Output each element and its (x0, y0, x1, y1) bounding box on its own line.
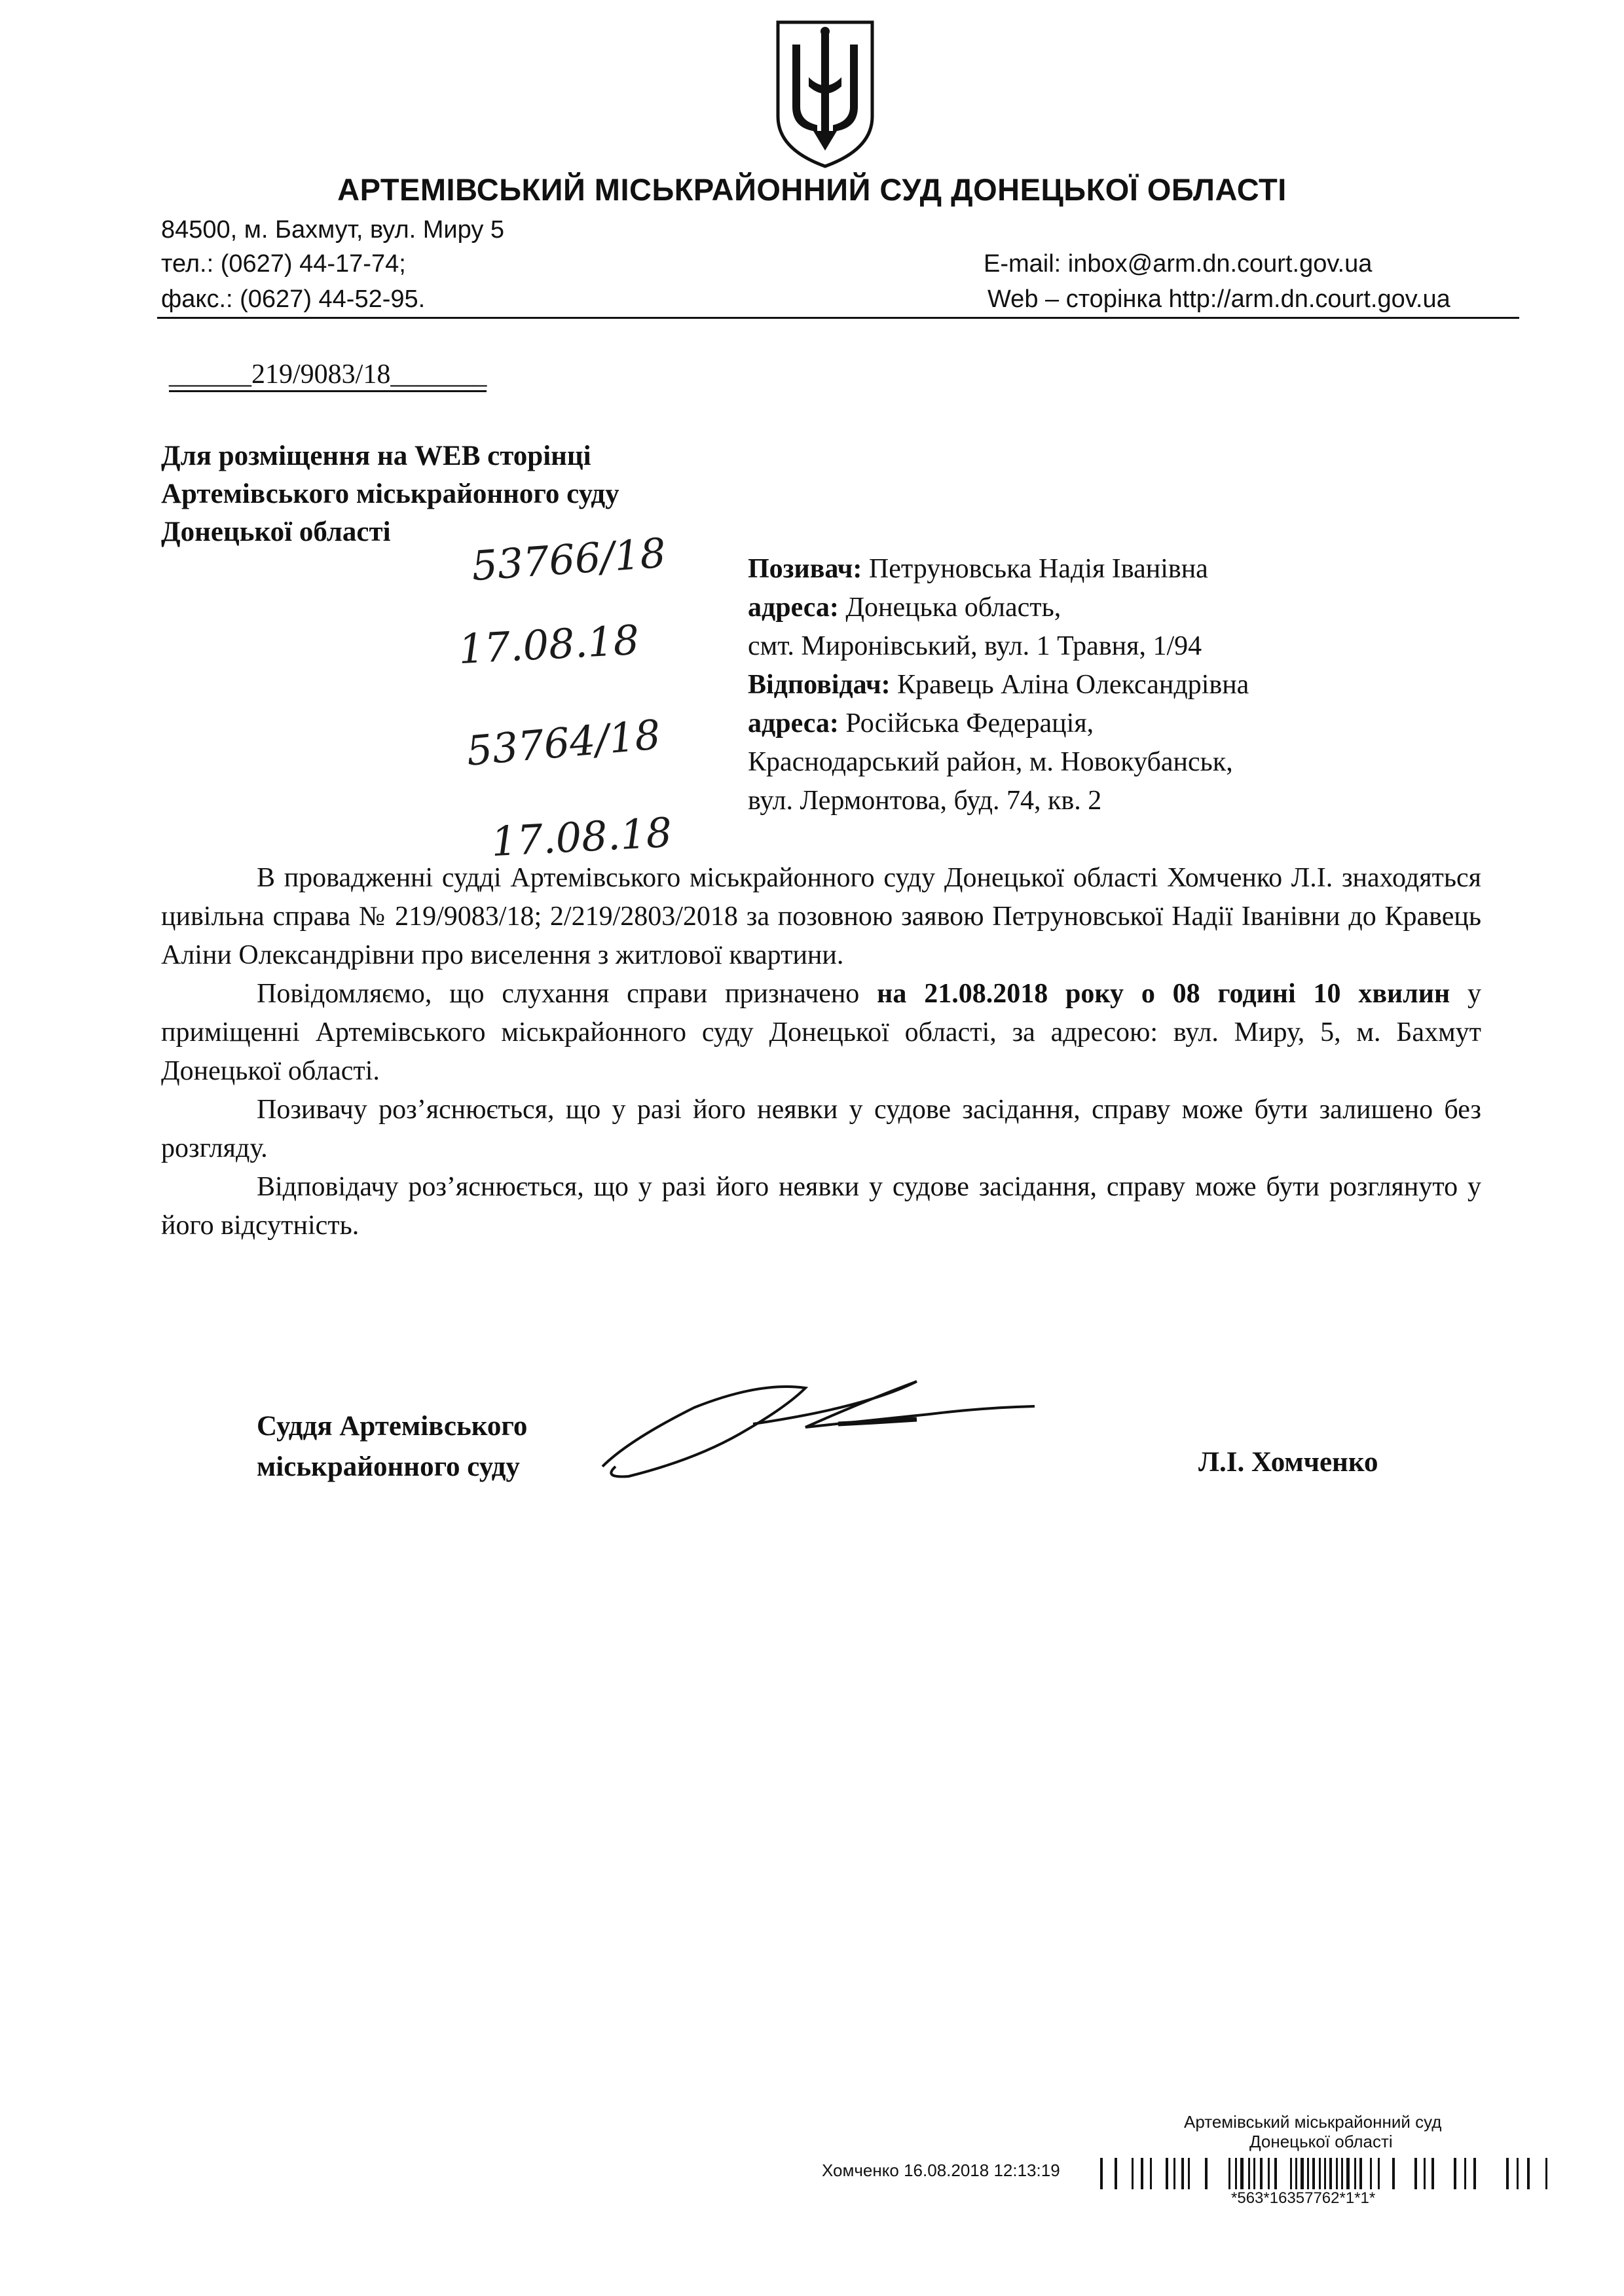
judge-title (257, 1406, 527, 1487)
case-number-line (169, 359, 487, 392)
parties-block (748, 550, 1249, 820)
case-number-lead: ______ (169, 359, 251, 392)
stamp-court-line1: Артемівський міськрайонний суд (1184, 2112, 1442, 2132)
defendant-name: Кравець Аліна Олександрівна (890, 670, 1249, 700)
plaintiff-address-line1 (748, 589, 1249, 627)
hearing-datetime: на 21.08.2018 року о 08 годині 10 хвилин (877, 979, 1450, 1009)
hearing-intro: Повідомляємо, що слухання справи призначено (257, 979, 877, 1009)
handwritten-note-1: 53766/18 (470, 528, 668, 591)
court-name-heading: АРТЕМІВСЬКИЙ МІСЬКРАЙОННИЙ СУД ДОНЕЦЬКОЇ ОБЛАСТІ (337, 172, 1287, 207)
defendant-line (748, 666, 1249, 704)
judge-title-line2: міськрайонного суду (257, 1451, 520, 1482)
handwritten-note-3: 53764/18 (464, 710, 663, 775)
court-website: Web – сторінка http://arm.dn.court.gov.ua (987, 285, 1450, 313)
web-placement-note (161, 437, 619, 551)
stamp-printed-by: Хомченко 16.08.2018 12:13:19 (822, 2160, 1060, 2180)
court-email: E-mail: inbox@arm.dn.court.gov.ua (984, 250, 1373, 278)
court-fax: факс.: (0627) 44-52-95. (161, 285, 426, 313)
defendant-address-1: Російська Федерація, (838, 708, 1094, 738)
defendant-address-3: вул. Лермонтова, буд. 74, кв. 2 (748, 786, 1102, 816)
plaintiff-line (748, 550, 1249, 589)
body-paragraph-4: Відповідачу роз’яснюється, що у разі його неявки у судове засідання, справу може бути розглянуто у його відсутність. (161, 1172, 1481, 1241)
body-paragraph-3: Позивачу роз’яснюється, що у разі його неявки у судове засідання, справу може бути залишено без розгляду. (161, 1095, 1481, 1163)
defendant-address-label: адреса: (748, 708, 839, 738)
plaintiff-label: Позивач: (748, 554, 862, 584)
defendant-label: Відповідач: (748, 670, 891, 700)
stamp-court-line2: Донецької області (1249, 2132, 1393, 2151)
defendant-address-line1 (748, 704, 1249, 743)
court-phone: тел.: (0627) 44-17-74; (161, 250, 406, 278)
handwritten-note-4: 17.08.18 (490, 808, 673, 866)
barcode-icon (1100, 2158, 1572, 2189)
plaintiff-name: Петруновська Надія Іванівна (862, 554, 1208, 584)
body-paragraph-1: В провадженні судді Артемівського міськрайонного суду Донецької області Хомченко Л.І. знаходяться цивільна справа № 219/9083/18; 2/219/2803/2018 за позовною заявою Петруновської Надії Іванівни до Кравець Аліни Олександрівни про виселення з житлової квартини. (161, 863, 1481, 970)
barcode-text: *563*16357762*1*1* (1231, 2189, 1376, 2207)
body-paragraph-2 (161, 975, 1481, 1091)
header-divider (157, 317, 1519, 319)
web-placement-line2: Артемівського міськрайонного суду (161, 479, 619, 509)
coat-of-arms-icon (773, 18, 877, 169)
plaintiff-address-1: Донецька область, (838, 592, 1061, 623)
handwritten-note-2: 17.08.18 (457, 615, 640, 674)
plaintiff-address-2: смт. Миронівський, вул. 1 Травня, 1/94 (748, 631, 1202, 661)
court-address: 84500, м. Бахмут, вул. Миру 5 (161, 216, 505, 244)
web-placement-line1: Для розміщення на WEB сторінці (161, 441, 591, 471)
defendant-address-2: Краснодарський район, м. Новокубанськ, (748, 747, 1233, 777)
plaintiff-address-label: адреса: (748, 592, 839, 623)
web-placement-line3: Донецької області (161, 517, 391, 547)
case-number-trail: _______ (390, 359, 487, 392)
handwritten-signature (589, 1362, 1061, 1493)
hearing-location: у приміщенні Артемівського міськрайонного суду Донецької області, за адресою: вул. Миру, 5, м. Бахмут Донецької області. (161, 979, 1482, 1086)
case-number: 219/9083/18 (251, 359, 390, 392)
judge-title-line1: Суддя Артемівського (257, 1411, 528, 1442)
notice-body (161, 859, 1481, 1245)
judge-name: Л.І. Хомченко (1198, 1447, 1378, 1478)
